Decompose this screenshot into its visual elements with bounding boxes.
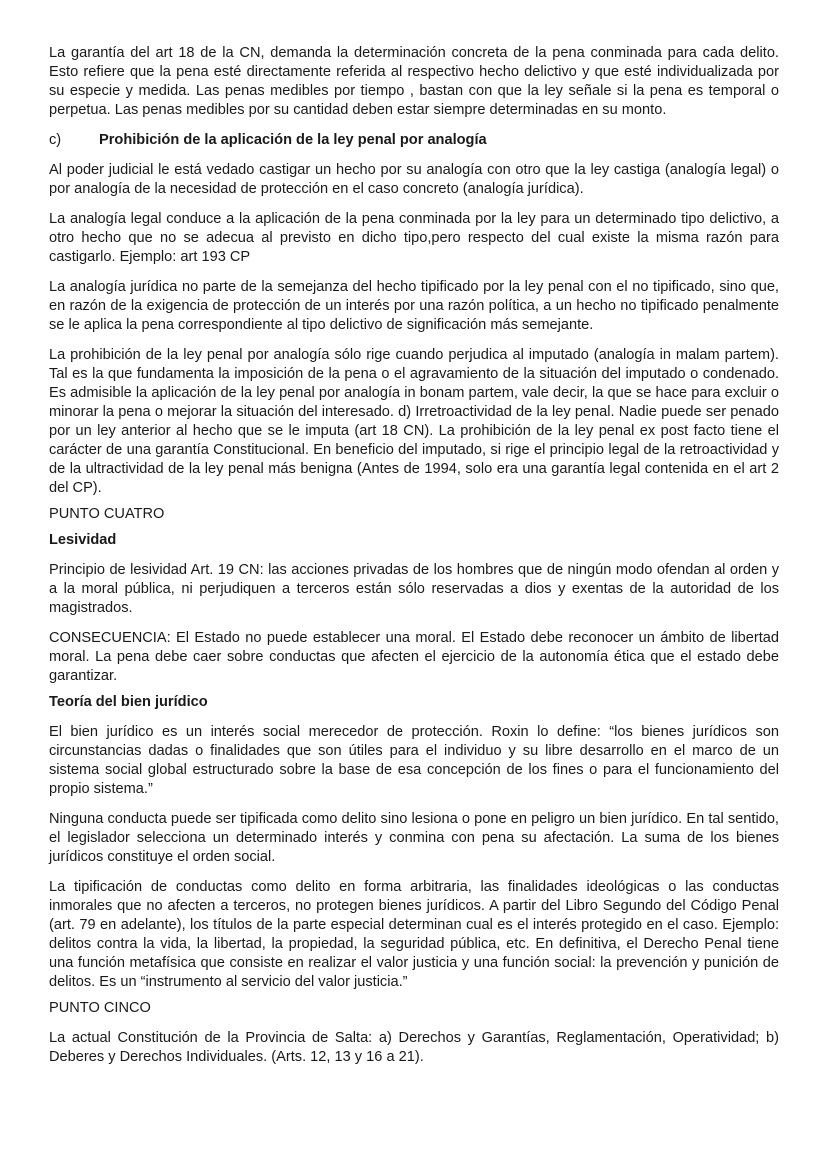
section-c-marker: c) [49, 132, 62, 148]
paragraph-bien-juridico-definicion: El bien jurídico es un interés social merecedor de protección. Roxin lo define: “los bienes jurídicos son circunstancias dadas o finalidades que son útiles para el individuo y su libre desarrollo en el marco de un sistema social global estructurado sobre la base de esa concepción de los fines o para el funcionamiento del propio sistema.” [49, 724, 779, 797]
document-page [49, 44, 779, 1078]
paragraph-vedado-analogia: Al poder judicial le está vedado castigar un hecho por su analogía con otro que la ley castiga (analogía legal) o por analogía de la necesidad de protección en el caso concreto (analogía jurídica). [49, 162, 779, 197]
paragraph-consecuencia: CONSECUENCIA: El Estado no puede establecer una moral. El Estado debe reconocer un ámbito de libertad moral. La pena debe caer sobre conductas que afecten el ejercicio de la autonomía ética que el estado debe garantizar. [49, 630, 779, 684]
paragraph-prohibicion-analogia: La prohibición de la ley penal por analogía sólo rige cuando perjudica al imputado (analogía in malam partem). Tal es la que fundamenta la imposición de la pena o el agravamiento de la situación del imputado o condenado. Es admisible la aplicación de la ley penal por analogía in bonam partem, vale decir, la que se hace para excluir o minorar la pena o mejorar la situación del interesado. d) Irretroactividad de la ley penal. Nadie puede ser penado por un ley anterior al hecho que se le imputa (art 18 CN). La prohibición de la ley penal ex post facto tiene el carácter de una garantía Constitucional. En beneficio del imputado, si rige el principio legal de la retroactividad y de la ultractividad de la ley penal más benigna (Antes de 1994, solo era una garantía legal contenida en el art 2 del CP). [49, 347, 779, 496]
paragraph-analogia-juridica: La analogía jurídica no parte de la semejanza del hecho tipificado por la ley penal con el no tipificado, sino que, en razón de la exigencia de protección de un interés por una razón política, a un hecho no tipificado penalmente se le aplica la pena correspondiente al tipo delictivo de significación más semejante. [49, 279, 779, 333]
bien-juridico-heading: Teoría del bien jurídico [49, 694, 208, 710]
punto-cinco-heading: PUNTO CINCO [49, 1000, 151, 1016]
punto-cuatro-heading: PUNTO CUATRO [49, 506, 165, 522]
section-c-heading [49, 131, 779, 150]
paragraph-principio-lesividad: Principio de lesividad Art. 19 CN: las acciones privadas de los hombres que de ningún modo ofendan al orden y a la moral pública, ni perjudiquen a terceros están sólo reservadas a dios y exentas de la autoridad de los magistrados. [49, 562, 779, 616]
paragraph-analogia-legal: La analogía legal conduce a la aplicación de la pena conminada por la ley para un determinado tipo delictivo, a otro hecho que no se adecua al previsto en dicho tipo,pero respecto del cual existe la misma razón para castigarlo. Ejemplo: art 193 CP [49, 211, 779, 265]
section-c-title: Prohibición de la aplicación de la ley penal por analogía [99, 132, 487, 148]
paragraph-constitucion-salta: La actual Constitución de la Provincia de Salta: a) Derechos y Garantías, Reglamentación, Operatividad; b) Deberes y Derechos Individuales. (Arts. 12, 13 y 16 a 21). [49, 1030, 779, 1065]
paragraph-ninguna-conducta: Ninguna conducta puede ser tipificada como delito sino lesiona o pone en peligro un bien jurídico. En tal sentido, el legislador selecciona un determinado interés y conmina con pena su afectación. La suma de los bienes jurídicos constituye el orden social. [49, 811, 779, 865]
paragraph-pena-determinada: La garantía del art 18 de la CN, demanda la determinación concreta de la pena conminada para cada delito. Esto refiere que la pena esté directamente referida al respectivo hecho delictivo y que esté individualizada por su especie y medida. Las penas medibles por tiempo , bastan con que la ley señale si la pena es temporal o perpetua. Las penas medibles por su cantidad deben estar siempre determinadas en su monto. [49, 45, 779, 118]
paragraph-tipificacion: La tipificación de conductas como delito en forma arbitraria, las finalidades ideológicas o las conductas inmorales que no afecten a terceros, no protegen bienes jurídicos. A partir del Libro Segundo del Código Penal (art. 79 en adelante), los títulos de la parte especial determinan cual es el interés protegido en el caso. Ejemplo: delitos contra la vida, la libertad, la propiedad, la seguridad pública, etc. En definitiva, el Derecho Penal tiene una función metafísica que consiste en realizar el valor justicia y una función social: la prevención y punición de delitos. Es un “instrumento al servicio del valor justicia.” [49, 879, 779, 990]
lesividad-heading: Lesividad [49, 532, 117, 548]
